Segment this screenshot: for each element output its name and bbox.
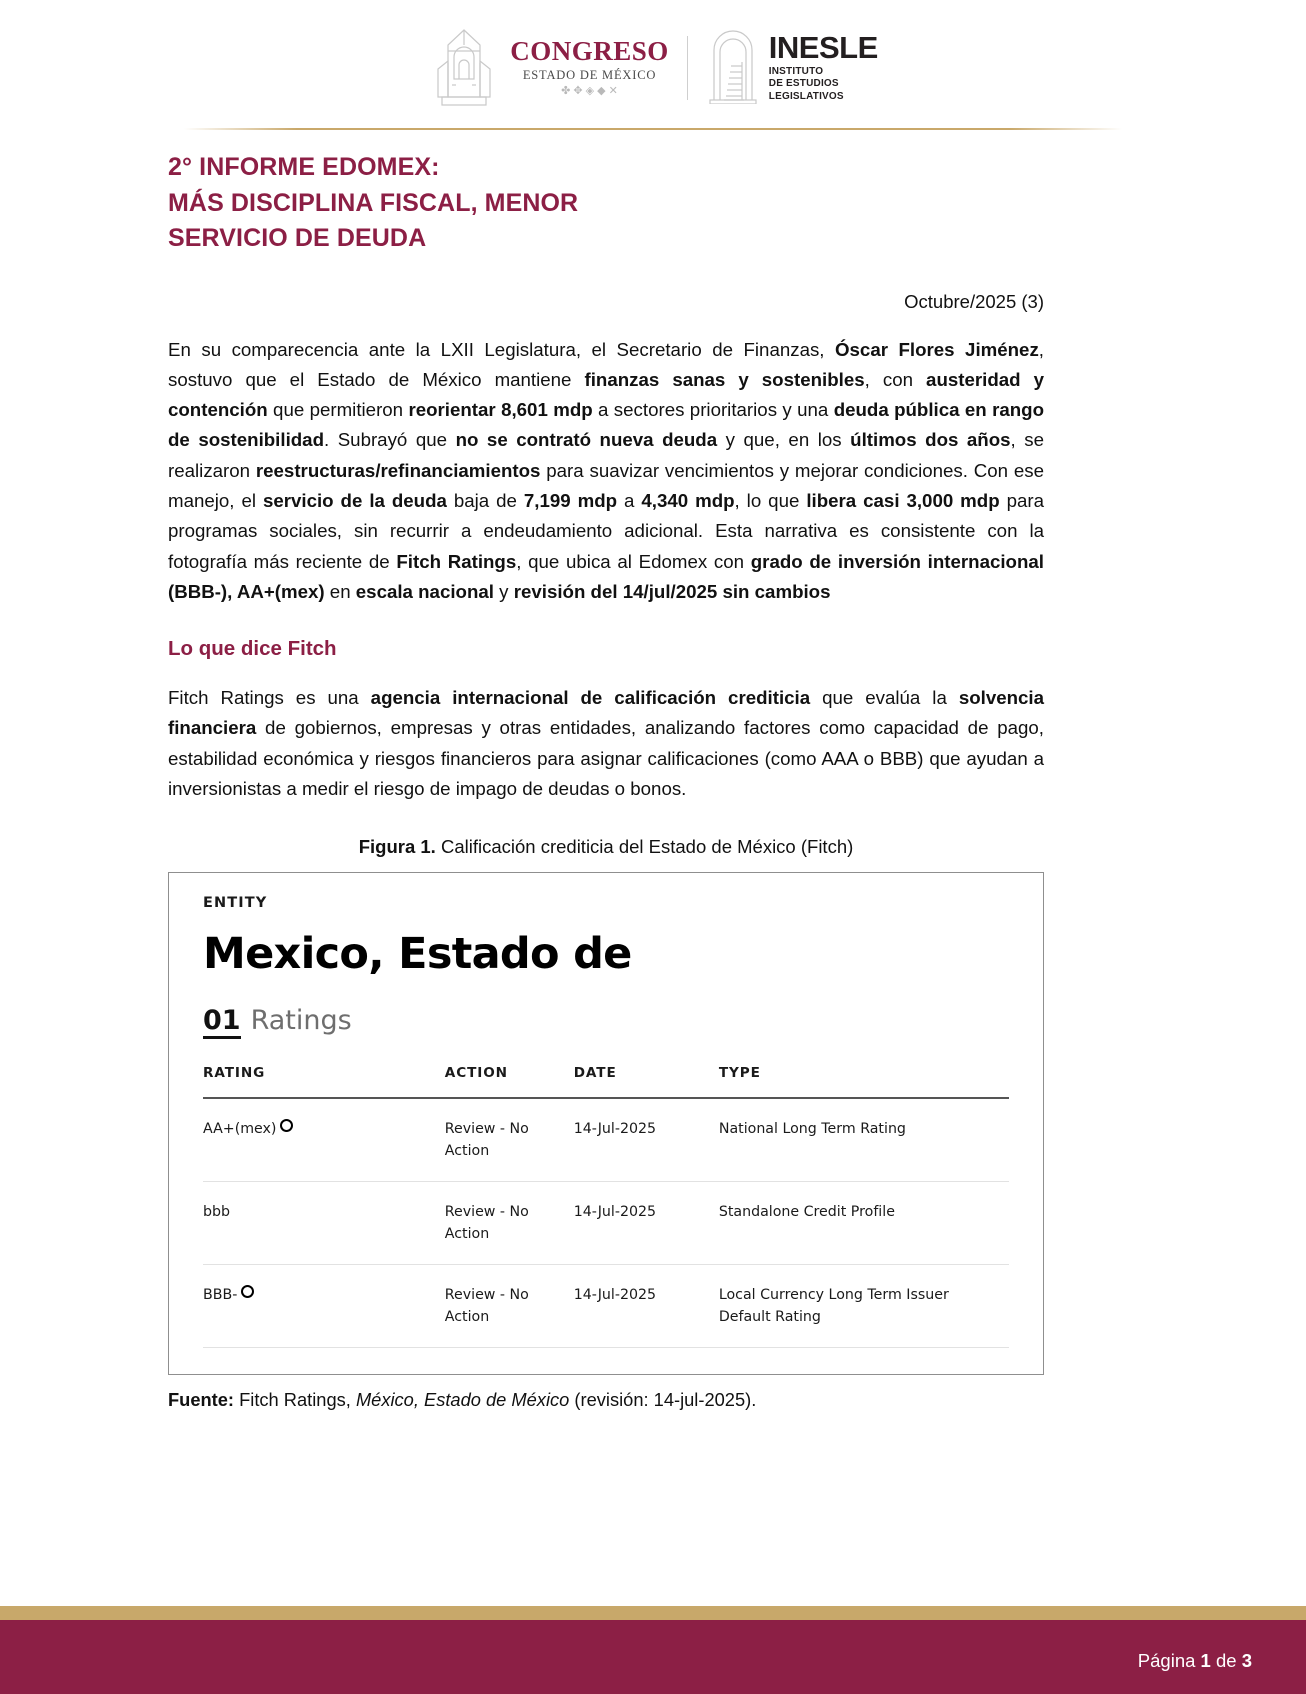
- cell-type: Local Currency Long Term Issuer Default Rating: [719, 1265, 1009, 1348]
- p1-text-15: en: [324, 580, 356, 602]
- p1-text-9: para suavizar vencimientos y mejorar condiciones. Con ese manejo, el: [168, 459, 1044, 511]
- page-number-middle: de: [1210, 1650, 1242, 1671]
- inesle-subtitle-line1: INSTITUTO: [768, 65, 824, 77]
- footer-gold-band: [0, 1606, 1306, 1620]
- page-number-total: 3: [1241, 1650, 1252, 1671]
- inesle-word: INESLE: [768, 29, 878, 65]
- p1-bold-6: no se contrató nueva deuda: [455, 429, 718, 451]
- figure-caption: [168, 836, 1044, 858]
- congreso-word: CONGRESO: [510, 36, 669, 67]
- cell-action: Review - No Action: [445, 1098, 574, 1182]
- cell-rating: [203, 1098, 445, 1182]
- p1-text-1: En su comparecencia ante la LXII Legislatura, el Secretario de Finanzas,: [168, 338, 835, 360]
- p1-text-13: para programas sociales, sin recurrir a endeudamiento adicional. Esta narrativa es consistente con la fotografía más reciente de: [168, 489, 1044, 572]
- p1-bold-9: servicio de la deuda: [262, 489, 447, 511]
- column-header-type: TYPE: [719, 1065, 1009, 1098]
- cell-date: 14-Jul-2025: [574, 1098, 719, 1182]
- cell-date: 14-Jul-2025: [574, 1182, 719, 1265]
- page-number-current: 1: [1200, 1650, 1211, 1671]
- p1-text-10: baja de: [446, 489, 524, 511]
- header-divider-rule: [184, 128, 1122, 130]
- p2-bold-1: agencia internacional de calificación crediticia: [370, 687, 811, 709]
- publication-date: Octubre/2025 (3): [904, 290, 1044, 312]
- p1-text-8: , se realizaron: [168, 429, 1044, 481]
- ratings-section-header: [203, 1007, 1009, 1039]
- figure-caption-text: Calificación crediticia del Estado de México (Fitch): [435, 836, 854, 858]
- p1-text-11: a: [617, 489, 642, 511]
- cell-rating: [203, 1182, 445, 1265]
- rating-value: AA+(mex): [203, 1121, 277, 1138]
- inesle-wordmark: [768, 29, 878, 104]
- congress-building-icon: [428, 27, 500, 109]
- inesle-subtitle-line2: DE ESTUDIOS: [768, 78, 839, 90]
- p1-bold-13: Fitch Ratings: [396, 550, 517, 572]
- column-header-date: DATE: [574, 1065, 719, 1098]
- cell-date: 14-Jul-2025: [574, 1265, 719, 1348]
- rating-value: bbb: [203, 1204, 231, 1221]
- p1-text-6: . Subrayó que: [323, 429, 456, 451]
- title-line-1: 2° INFORME EDOMEX:: [168, 153, 440, 181]
- p2-text-2: que evalúa la: [810, 687, 959, 709]
- p1-bold-3: austeridad y contención: [168, 368, 1044, 421]
- cell-type: Standalone Credit Profile: [719, 1182, 1009, 1265]
- rating-value: BBB-: [203, 1287, 238, 1304]
- fitch-description-paragraph: [168, 683, 1044, 804]
- p2-text-3: de gobiernos, empresas y otras entidades, analizando factores como capacidad de pago, estabilidad económica y riesgos financieros para asignar calificaciones (como AAA o BBB) que ayudan a inversionistas a medir el riesgo de impago de deudas o bonos.: [168, 717, 1044, 800]
- p1-bold-2: finanzas sanas y sostenibles: [584, 368, 865, 390]
- rating-watch-dot-icon: [280, 1119, 293, 1132]
- p1-text-14: , que ubica al Edomex con: [516, 550, 751, 572]
- cell-action: Review - No Action: [445, 1265, 574, 1348]
- p2-text-1: Fitch Ratings es una: [168, 687, 371, 709]
- cell-action: Review - No Action: [445, 1182, 574, 1265]
- p1-text-2: , sostuvo que el Estado de México mantiene: [168, 338, 1044, 390]
- figure-caption-label: Figura 1.: [358, 836, 436, 858]
- inesle-arch-icon: [706, 26, 760, 109]
- title-line-2: MÁS DISCIPLINA FISCAL, MENOR: [168, 188, 579, 217]
- source-text-1: Fitch Ratings,: [234, 1389, 356, 1411]
- table-row: [203, 1265, 1009, 1348]
- p1-bold-1: Óscar Flores Jiménez: [835, 338, 1039, 360]
- source-label: Fuente:: [168, 1389, 235, 1411]
- congreso-wordmark: [510, 38, 669, 97]
- p1-bold-16: revisión del 14/jul/2025 sin cambios: [513, 580, 831, 602]
- page-number: [1138, 1650, 1252, 1672]
- column-header-rating: RATING: [203, 1065, 445, 1098]
- ratings-section-number: 01: [203, 1007, 241, 1039]
- table-header-row: [203, 1065, 1009, 1098]
- table-row: [203, 1182, 1009, 1265]
- source-line: [168, 1389, 1044, 1411]
- entity-name: Mexico, Estado de: [203, 929, 632, 980]
- page-number-prefix: Página: [1137, 1650, 1201, 1671]
- column-header-action: ACTION: [445, 1065, 574, 1098]
- page-header: [0, 0, 1306, 140]
- source-text-2: (revisión: 14-jul-2025).: [569, 1389, 757, 1411]
- p2-bold-2: solvencia financiera: [168, 687, 1044, 739]
- ratings-table-body: [203, 1098, 1009, 1348]
- cell-rating: [203, 1265, 445, 1348]
- p1-text-4: que permitieron: [267, 399, 409, 421]
- cell-type: National Long Term Rating: [719, 1098, 1009, 1182]
- intro-paragraph: [168, 335, 1044, 608]
- p1-bold-7: últimos dos años: [850, 429, 1011, 451]
- footer-bar: [0, 1620, 1306, 1694]
- source-italic: México, Estado de México: [355, 1389, 570, 1411]
- ratings-table: [203, 1065, 1009, 1348]
- fitch-ratings-panel: [168, 872, 1044, 1375]
- p1-bold-5: deuda pública en rango de sostenibilidad: [168, 399, 1044, 451]
- logo-divider: [687, 36, 688, 100]
- p1-bold-10: 7,199 mdp: [523, 489, 618, 511]
- congreso-ornament-glyphs: ✤ ✥ ◈ ◆ ✕: [561, 84, 618, 97]
- entity-label: ENTITY: [203, 895, 268, 912]
- logo-row: [0, 0, 1306, 109]
- section-subheading: Lo que dice Fitch: [168, 637, 337, 661]
- p1-text-5: a sectores prioritarios y una: [592, 399, 834, 421]
- p1-bold-12: libera casi 3,000 mdp: [806, 489, 1000, 511]
- table-row: [203, 1098, 1009, 1182]
- p1-text-16: y: [493, 580, 514, 602]
- p1-bold-8: reestructuras/refinanciamientos: [255, 459, 541, 481]
- p1-text-7: y que, en los: [717, 429, 851, 451]
- inesle-subtitle: [769, 66, 878, 104]
- congreso-logo: [428, 27, 669, 109]
- p1-bold-15: escala nacional: [355, 580, 494, 602]
- congreso-subtitle: ESTADO DE MÉXICO: [522, 68, 657, 83]
- title-line-3: SERVICIO DE DEUDA: [168, 224, 427, 252]
- p1-bold-14: grado de inversión internacional (BBB-), AA+(mex): [168, 550, 1044, 602]
- page-title: [168, 150, 1044, 257]
- p1-text-3: , con: [864, 368, 927, 390]
- p1-bold-4: reorientar 8,601 mdp: [408, 399, 593, 421]
- inesle-logo: [706, 26, 878, 109]
- ratings-section-title: Ratings: [250, 1005, 352, 1037]
- inesle-subtitle-line3: LEGISLATIVOS: [768, 90, 844, 102]
- p1-text-12: , lo que: [734, 489, 807, 511]
- p1-bold-11: 4,340 mdp: [641, 489, 735, 511]
- rating-watch-dot-icon: [241, 1285, 254, 1298]
- document-body: [168, 150, 1044, 1411]
